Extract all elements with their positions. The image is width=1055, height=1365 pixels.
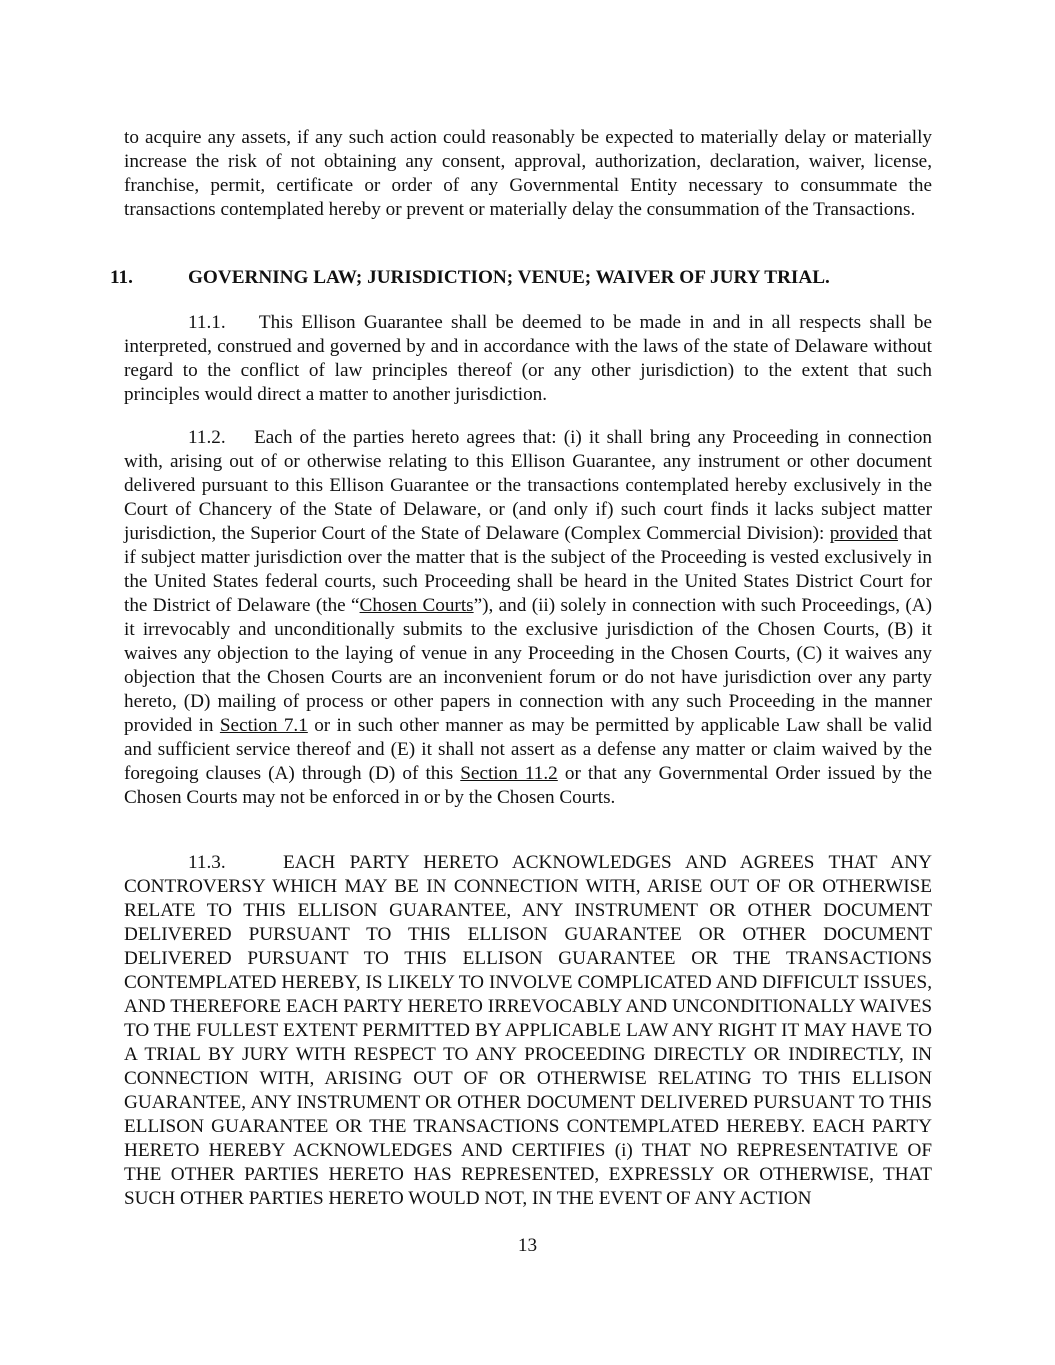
paragraph-text: that if subject matter jurisdiction over the matter that is the subject of the Proceeding is vested exclusively in the United States federal courts, such Proceeding shall be heard in the United States District Court for the District of Delaware (the “ — [124, 523, 932, 616]
paragraph-text: or that any Governmental Order issued by the Chosen Courts may not be enforced in or by the Chosen Courts. — [124, 763, 933, 808]
paragraph-text: ”), and (ii) solely in connection with such Proceedings, (A) it irrevocably and unconditionally submits to the exclusive jurisdiction of the Chosen Courts, (B) it waives any objection to the laying of venue in any Proceeding in the Chosen Courts, (C) it waives any objection that the Chosen Courts are an inconvenient forum or do not have jurisdiction over any party hereto, (D) mailing of process or other papers in connection with any such Proceeding in the manner provided in — [124, 595, 932, 736]
provided-term: provided — [829, 523, 898, 544]
page-number: 13 — [517, 1235, 538, 1256]
paragraph-number: 11.3. — [188, 852, 226, 873]
section-heading — [110, 266, 830, 290]
paragraph-11-1 — [124, 311, 932, 407]
paragraph-text: This Ellison Guarantee shall be deemed to be made in and in all respects shall be interpreted, construed and governed by and in accordance with the laws of the state of Delaware without regard to the conflict of law principles thereof (or any other jurisdiction) to the extent that such principles would direct a matter to another jurisdiction. — [124, 312, 932, 405]
intro-paragraph: to acquire any assets, if any such action could reasonably be expected to materially delay or materially increase the risk of not obtaining any consent, approval, authorization, declaration, waiver, license, franchise, permit, certificate or order of any Governmental Entity necessary to consummate the transactions contemplated hereby or prevent or materially delay the consummation of the Transactions. — [124, 127, 932, 220]
section-number: 11. — [110, 267, 133, 288]
paragraph-text: Each of the parties hereto agrees that: (i) it shall bring any Proceeding in connection with, arising out of or otherwise relating to this Ellison Guarantee, any instrument or other document delivered pursuant to this Ellison Guarantee or the transactions contemplated hereby exclusively in the Court of Chancery of the State of Delaware, or (and only if) such court finds it lacks subject matter jurisdiction, the Superior Court of the State of Delaware (Complex Commercial Division): — [124, 427, 932, 544]
paragraph-text: or in such other manner as may be permitted by applicable Law shall be valid and sufficient service thereof and (E) it shall not assert as a defense any matter or claim waived by the foregoing clauses (A) through (D) of this — [124, 715, 932, 784]
section-title: GOVERNING LAW; JURISDICTION; VENUE; WAIVER OF JURY TRIAL. — [188, 267, 830, 288]
paragraph-11-3 — [124, 851, 932, 1211]
paragraph-number: 11.2. — [188, 427, 226, 448]
paragraph-11-2 — [124, 426, 932, 810]
section-7-1-reference: Section 7.1 — [219, 715, 308, 736]
paragraph-text: EACH PARTY HERETO ACKNOWLEDGES AND AGREES THAT ANY CONTROVERSY WHICH MAY BE IN CONNECTION WITH, ARISE OUT OF OR OTHERWISE RELATE TO THIS ELLISON GUARANTEE, ANY INSTRUMENT OR OTHER DOCUMENT DELIVERED PURSUANT TO THIS ELLISON GUARANTEE OR OTHER DOCUMENT DELIVERED PURSUANT TO THIS ELLISON GUARANTEE OR THE TRANSACTIONS CONTEMPLATED HEREBY, IS LIKELY TO INVOLVE COMPLICATED AND DIFFICULT ISSUES, AND THEREFORE EACH PARTY HERETO IRREVOCABLY AND UNCONDITIONALLY WAIVES TO THE FULLEST EXTENT PERMITTED BY APPLICABLE LAW ANY RIGHT IT MAY HAVE TO A TRIAL BY JURY WITH RESPECT TO ANY PROCEEDING DIRECTLY OR INDIRECTLY, IN CONNECTION WITH, ARISING OUT OF OR OTHERWISE RELATING TO THIS ELLISON GUARANTEE, ANY INSTRUMENT OR OTHER DOCUMENT DELIVERED PURSUANT TO THIS ELLISON GUARANTEE OR THE TRANSACTIONS CONTEMPLATED HEREBY. EACH PARTY HERETO HEREBY ACKNOWLEDGES AND CERTIFIES (i) THAT NO REPRESENTATIVE OF THE OTHER PARTIES HERETO HAS REPRESENTED, EXPRESSLY OR OTHERWISE, THAT SUCH OTHER PARTIES HERETO WOULD NOT, IN THE EVENT OF ANY ACTION — [124, 852, 933, 1209]
paragraph-number: 11.1. — [188, 312, 226, 333]
section-11-2-reference: Section 11.2 — [460, 763, 558, 784]
chosen-courts-term: Chosen Courts — [359, 595, 474, 616]
